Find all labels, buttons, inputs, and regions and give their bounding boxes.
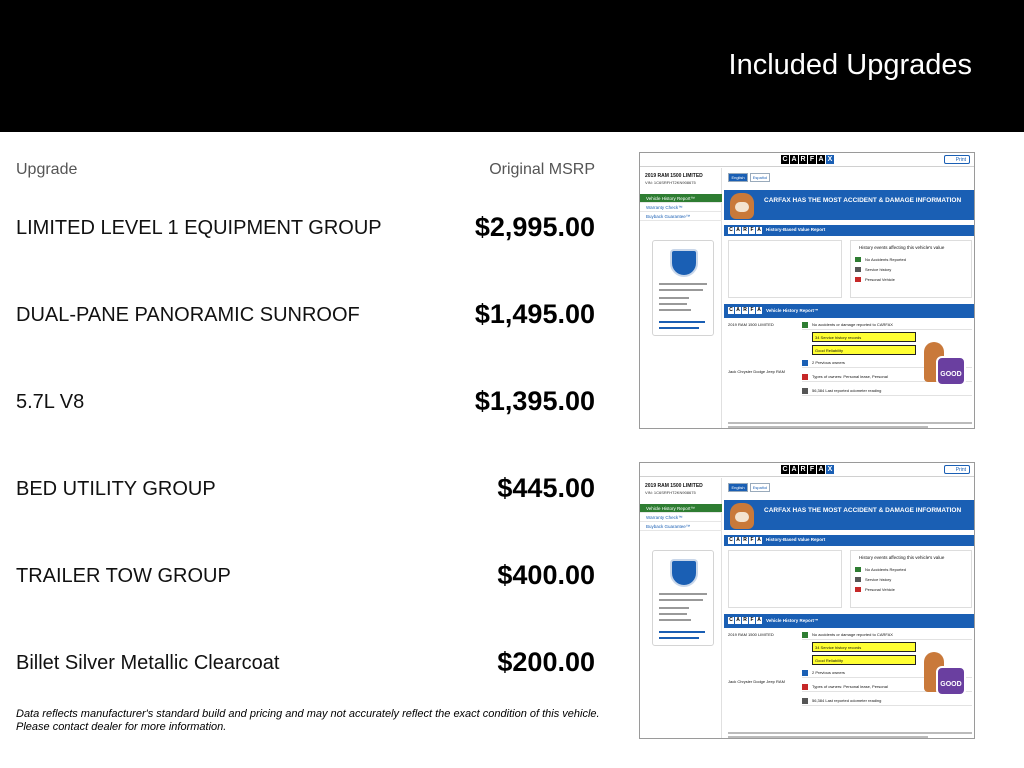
- report-topbar: [640, 153, 974, 167]
- vehicle-vin: VIN: 1C6SRFHT2KN908675: [645, 490, 696, 495]
- vhr-row: No accidents or damage reported to CARFAX: [802, 630, 972, 640]
- dealer-name: Jack Chrysler Dodge Jeep RAM: [728, 369, 785, 374]
- upgrade-price: $400.00: [497, 560, 595, 590]
- disclaimer: Data reflects manufacturer's standard build and pricing and may not accurately reflect the exact condition of this vehicle. Please contact dealer for more information.: [16, 708, 600, 733]
- nav-vehicle-history[interactable]: Vehicle History Report™: [640, 194, 722, 203]
- dealer-name: Jack Chrysler Dodge Jeep RAM: [728, 679, 785, 684]
- value-report-body: [724, 546, 975, 610]
- value-chart-area: [728, 550, 842, 608]
- highlight-reliability: Good Reliability: [812, 655, 916, 665]
- upgrade-price: $1,495.00: [474, 299, 595, 329]
- vhr-row: 2 Previous owners: [802, 668, 972, 678]
- value-report-bar: [724, 535, 975, 546]
- value-events: [850, 240, 972, 298]
- shield-icon: [670, 249, 698, 277]
- value-event: No Accidents Reported: [865, 257, 906, 262]
- vhr-vehicle-title: 2019 RAM 1500 LIMITED: [728, 322, 774, 327]
- vehicle-summary: [728, 322, 798, 374]
- tab-espanol[interactable]: Español: [750, 483, 770, 492]
- check-icon: [855, 567, 861, 572]
- vhr-vehicle-title: 2019 RAM 1500 LIMITED: [728, 632, 774, 637]
- upgrade-name: DUAL-PANE PANORAMIC SUNROOF: [16, 304, 360, 326]
- carfax-logo: C A R F A: [729, 617, 761, 623]
- value-events-heading: History events affecting this vehicle's value: [859, 555, 945, 560]
- highlight-service-records: 34 Service history records: [812, 332, 916, 342]
- carfax-report-thumbnail[interactable]: [639, 152, 975, 429]
- vehicle-title: 2019 RAM 1500 LIMITED: [645, 483, 703, 489]
- dealer-badge-card: [652, 550, 714, 646]
- vehicle-vin: VIN: 1C6SRFHT2KN908675: [645, 180, 696, 185]
- carfax-logo: C A R F A X: [782, 156, 833, 163]
- vehicle-history-bar: [724, 304, 975, 318]
- good-reliability-badge: GOOD: [936, 666, 966, 696]
- value-chart-area: [728, 240, 842, 298]
- carfax-logo: C A R F A: [729, 537, 761, 543]
- upgrade-price: $200.00: [497, 647, 595, 677]
- nav-vehicle-history[interactable]: Vehicle History Report™: [640, 504, 722, 513]
- value-report-bar: [724, 225, 975, 236]
- vehicle-summary: [728, 632, 798, 684]
- vehicle-history-body: [724, 628, 975, 739]
- carfax-banner: [724, 190, 975, 220]
- nav-warranty-check[interactable]: Warranty Check™: [640, 513, 722, 522]
- car-icon: [802, 684, 808, 690]
- carfax-fox-icon: [730, 503, 754, 529]
- column-header-upgrade: Upgrade: [16, 161, 78, 178]
- upgrade-name: 5.7L V8: [16, 391, 85, 413]
- wrench-icon: [855, 577, 861, 582]
- car-icon: [855, 277, 861, 282]
- wrench-icon: [855, 267, 861, 272]
- value-report-title: History-Based Value Report: [766, 227, 826, 232]
- banner-text: CARFAX HAS THE MOST ACCIDENT & DAMAGE INFORMATION: [764, 507, 962, 514]
- value-event: Service history: [865, 267, 892, 272]
- carfax-logo: C A R F A: [729, 227, 761, 233]
- check-icon: [802, 632, 808, 638]
- vehicle-history-bar: [724, 614, 975, 628]
- check-icon: [855, 257, 861, 262]
- vhr-row: Types of owners: Personal lease, Personal: [802, 682, 972, 692]
- value-events-heading: History events affecting this vehicle's value: [859, 245, 945, 250]
- shield-icon: [670, 559, 698, 587]
- upgrade-price: $2,995.00: [474, 212, 595, 242]
- report-main: [724, 168, 975, 429]
- report-sidebar: [640, 168, 722, 429]
- dealer-badge-card: [652, 240, 714, 336]
- tab-english[interactable]: English: [728, 483, 748, 492]
- value-event: Personal Vehicle: [865, 587, 895, 592]
- value-report-title: History-Based Value Report: [766, 537, 826, 542]
- upgrade-name: BED UTILITY GROUP: [16, 478, 216, 500]
- highlight-reliability: Good Reliability: [812, 345, 916, 355]
- print-button[interactable]: Print: [944, 465, 970, 474]
- page-title: Included Upgrades: [728, 49, 972, 81]
- report-topbar: [640, 463, 974, 477]
- vehicle-history-body: [724, 318, 975, 429]
- car-icon: [855, 587, 861, 592]
- vhr-row: Types of owners: Personal lease, Personal: [802, 372, 972, 382]
- carfax-logo: C A R F A: [729, 307, 761, 313]
- carfax-banner: [724, 500, 975, 530]
- upgrade-name: LIMITED LEVEL 1 EQUIPMENT GROUP: [16, 217, 382, 239]
- report-sidebar: [640, 478, 722, 739]
- tab-espanol[interactable]: Español: [750, 173, 770, 182]
- owners-icon: [802, 670, 808, 676]
- vhr-row: 56,384 Last reported odometer reading: [802, 386, 972, 396]
- banner-text: CARFAX HAS THE MOST ACCIDENT & DAMAGE INFORMATION: [764, 197, 962, 204]
- vhr-row: 2 Previous owners: [802, 358, 972, 368]
- upgrade-price: $445.00: [497, 473, 595, 503]
- page-header: [0, 0, 1024, 132]
- vehicle-history-title: Vehicle History Report™: [766, 308, 819, 313]
- vehicle-history-title: Vehicle History Report™: [766, 618, 819, 623]
- report-main: [724, 478, 975, 739]
- value-event: Service history: [865, 577, 892, 582]
- odometer-icon: [802, 698, 808, 704]
- column-header-msrp: Original MSRP: [489, 161, 595, 178]
- carfax-fox-icon: [730, 193, 754, 219]
- value-event: Personal Vehicle: [865, 277, 895, 282]
- good-reliability-badge: GOOD: [936, 356, 966, 386]
- odometer-icon: [802, 388, 808, 394]
- vhr-row: No accidents or damage reported to CARFAX: [802, 320, 972, 330]
- highlight-service-records: 34 Service history records: [812, 642, 916, 652]
- upgrade-name: TRAILER TOW GROUP: [16, 565, 231, 587]
- car-icon: [802, 374, 808, 380]
- upgrade-price: $1,395.00: [474, 386, 595, 416]
- carfax-logo: C A R F A X: [782, 466, 833, 473]
- upgrade-name: Billet Silver Metallic Clearcoat: [16, 652, 280, 674]
- print-button[interactable]: Print: [944, 155, 970, 164]
- tab-english[interactable]: English: [728, 173, 748, 182]
- nav-buyback-guarantee[interactable]: Buyback Guarantee™: [640, 522, 722, 531]
- value-events: [850, 550, 972, 608]
- nav-warranty-check[interactable]: Warranty Check™: [640, 203, 722, 212]
- carfax-report-thumbnail[interactable]: [639, 462, 975, 739]
- value-event: No Accidents Reported: [865, 567, 906, 572]
- vhr-row: 56,384 Last reported odometer reading: [802, 696, 972, 706]
- value-report-body: [724, 236, 975, 300]
- nav-buyback-guarantee[interactable]: Buyback Guarantee™: [640, 212, 722, 221]
- vehicle-title: 2019 RAM 1500 LIMITED: [645, 173, 703, 179]
- owners-icon: [802, 360, 808, 366]
- check-icon: [802, 322, 808, 328]
